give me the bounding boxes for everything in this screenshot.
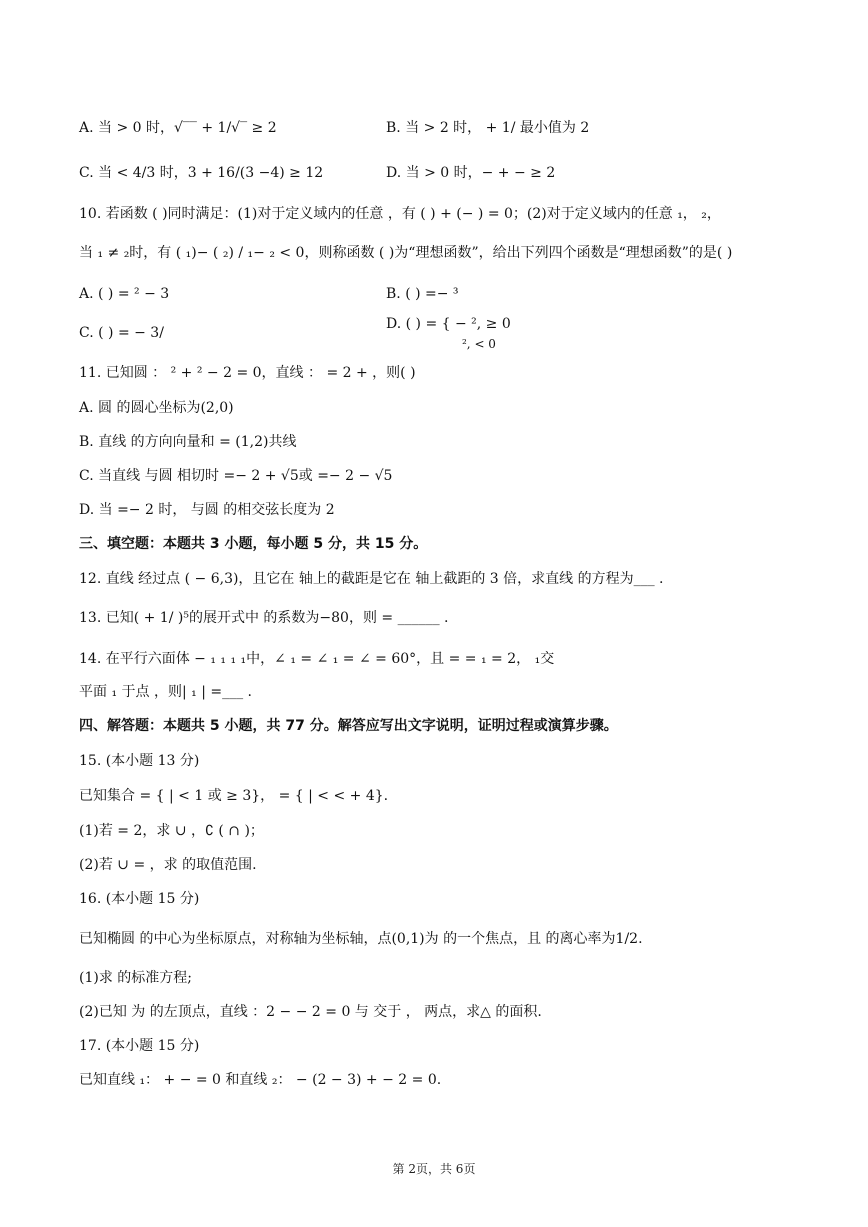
q10-option-a: A. ( ) = ² − 3: [79, 286, 170, 302]
q9-option-a: A. 当 > 0 时，√‾‾ + 1/√‾ ≥ 2: [79, 120, 277, 136]
q10-option-b: B. ( ) =− ³: [386, 286, 459, 302]
q12: 12. 直线 经过点 ( − 6,3)，且它在 轴上的截距是它在 轴上截距的 3 倍，求直线 的方程为___ .: [79, 571, 664, 587]
q15-stem: 已知集合 = { | < 1 或 ≥ 3}， = { | < < + 4}.: [79, 788, 389, 804]
q17-title: 17. (本小题 15 分): [79, 1038, 200, 1054]
q15-part2: (2)若 ∪ = ，求 的取值范围.: [79, 857, 257, 873]
q9-option-c: C. 当 < 4/3 时，3 + 16/(3 −4) ≥ 12: [79, 165, 324, 181]
q11-option-a: A. 圆 的圆心坐标为(2,0): [79, 400, 234, 416]
q11-option-b: B. 直线 的方向向量和 = (1,2)共线: [79, 434, 297, 450]
q10-option-d-line1: D. ( ) = { − ², ≥ 0: [386, 316, 511, 332]
q17-stem: 已知直线 ₁： + − = 0 和直线 ₂： − (2 − 3) + − 2 = 0.: [79, 1072, 442, 1088]
q10-option-c: C. ( ) = − 3/: [79, 325, 164, 341]
q10-stem-line2: 当 ₁ ≠ ₂时，有 ( ₁)− ( ₂) / ₁− ₂ < 0，则称函数 ( )为“理想函数”，给出下列四个函数是“理想函数”的是( ): [79, 245, 733, 261]
page-footer: 第 2页，共 6页: [392, 1162, 476, 1176]
section-3-heading: 三、填空题：本题共 3 小题，每小题 5 分，共 15 分。: [79, 536, 428, 552]
q16-part1: (1)求 的标准方程;: [79, 970, 192, 986]
q15-title: 15. (本小题 13 分): [79, 753, 200, 769]
q14-line1: 14. 在平行六面体 − ₁ ₁ ₁ ₁中，∠ ₁ = ∠ ₁ = ∠ = 60°，且 = = ₁ = 2， ₁交: [79, 651, 555, 667]
section-4-heading: 四、解答题：本题共 5 小题，共 77 分。解答应写出文字说明，证明过程或演算步骤。: [79, 718, 618, 734]
q10-stem-line1: 10. 若函数 ( )同时满足：(1)对于定义域内的任意 ，有 ( ) + (− ) = 0；(2)对于定义域内的任意 ₁， ₂，: [79, 206, 721, 222]
q11-option-d: D. 当 =− 2 时， 与圆 的相交弦长度为 2: [79, 502, 335, 518]
q10-option-d-line2: ², < 0: [462, 337, 496, 351]
q11-stem: 11. 已知圆 ： ² + ² − 2 = 0，直线 ： = 2 + ，则( ): [79, 365, 416, 381]
q11-option-c: C. 当直线 与圆 相切时 =− 2 + √5或 =− 2 − √5: [79, 468, 393, 484]
q15-part1: (1)若 = 2，求 ∪ ，∁ ( ∩ )；: [79, 823, 264, 839]
q13: 13. 已知( + 1/ )⁵的展开式中 的系数为−80，则 = ______ .: [79, 610, 449, 626]
q9-option-d: D. 当 > 0 时，− + − ≥ 2: [386, 165, 556, 181]
q16-part2: (2)已知 为 的左顶点，直线 ：2 − − 2 = 0 与 交于 ， 两点，求△ 的面积.: [79, 1004, 542, 1020]
q16-title: 16. (本小题 15 分): [79, 891, 200, 907]
q9-option-b: B. 当 > 2 时， + 1/ 最小值为 2: [386, 120, 590, 136]
q16-stem: 已知椭圆 的中心为坐标原点，对称轴为坐标轴，点(0,1)为 的一个焦点，且 的离心率为1/2.: [79, 931, 643, 947]
q14-line2: 平面 ₁ 于点 ，则| ₁ | =___ .: [79, 684, 252, 700]
